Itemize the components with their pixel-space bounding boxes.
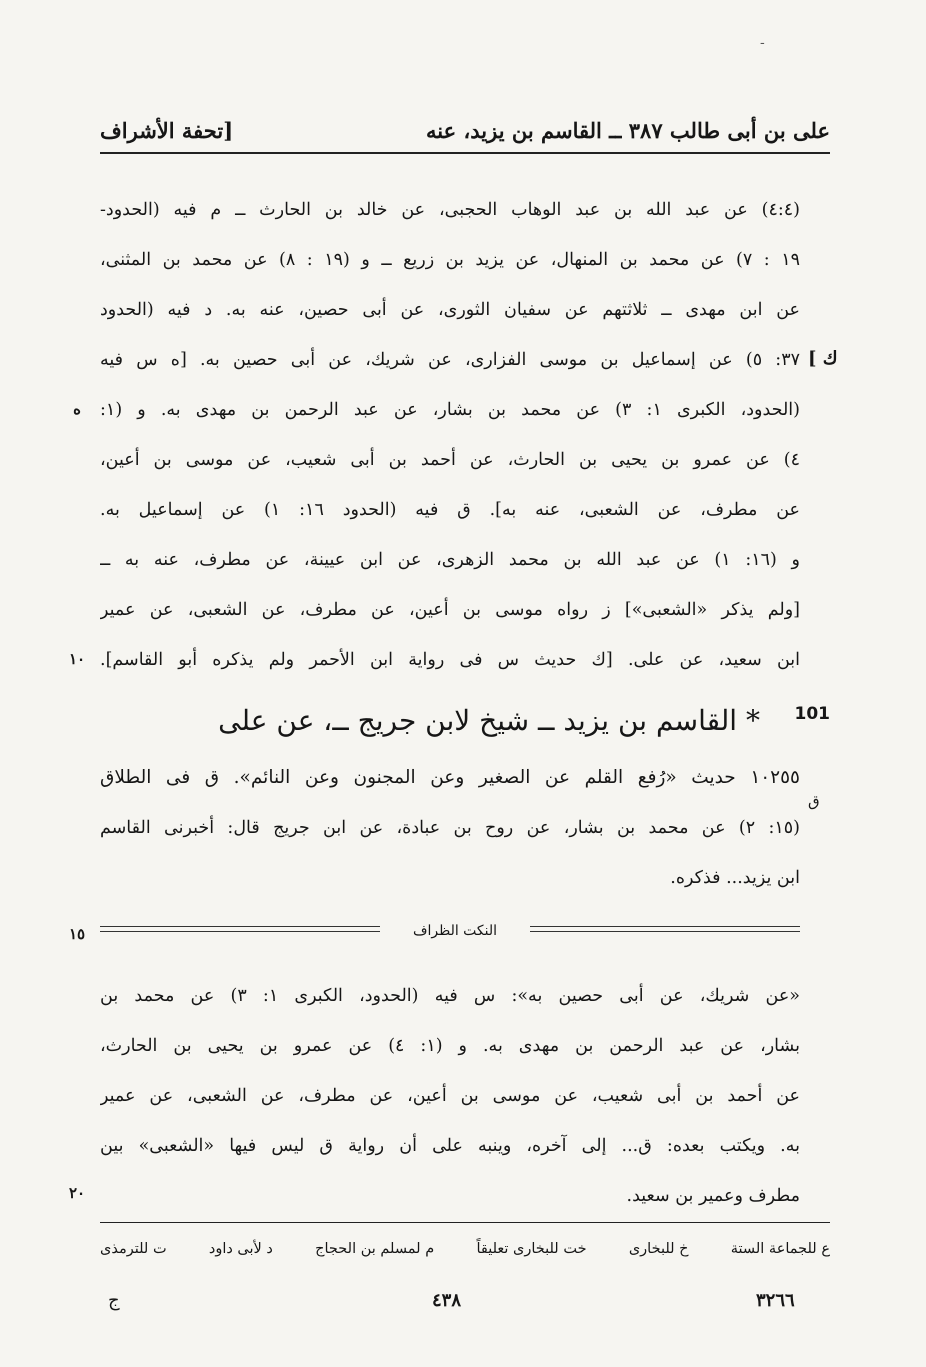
abbrev-item: خ للبخارى — [628, 1241, 689, 1257]
notes-line: بشار، عن عبد الرحمن بن مهدى به. و (١: ٤) عن عمرو بن يحيى بن الحارث، — [100, 1036, 800, 1056]
abbrev-item: د لأبى داود — [208, 1241, 273, 1257]
text-line: ٤) عن عمرو بن يحيى بن الحارث، عن أحمد بن أبى شعيب، عن موسى بن أعين، — [100, 450, 800, 470]
running-header — [100, 110, 830, 150]
section-heading — [80, 696, 830, 746]
header-rule — [100, 152, 830, 154]
hadith-line: ١٠٢٥٥ حديث «رُفع القلم عن الصغير وعن المجنون وعن النائم». ق فى الطلاق — [100, 767, 800, 788]
hadith-line: ابن يزيد... فذكره. — [670, 868, 800, 888]
margin-bracket: [ ك — [808, 348, 838, 369]
volume-page-number: ٣٢٦٦ — [756, 1290, 795, 1311]
notes-line: مطرف وعمير بن سعيد. — [626, 1186, 800, 1206]
notes-line: عن أحمد بن أبى شعيب، عن موسى بن أعين، عن مطرف، عن الشعبى، عن عمير — [100, 1086, 800, 1106]
text-line: عن مطرف، عن الشعبى، عنه به]. ق فيه (الحدود ١٦: ١) عن إسماعيل به. — [100, 500, 800, 520]
margin-line-number: ه — [73, 400, 81, 418]
text-line: [ولم يذكر «الشعبى»] ز رواه موسى بن أعين، عن مطرف، عن الشعبى، عن عمير — [100, 600, 800, 620]
margin-siglum: ق — [808, 792, 820, 810]
notes-line: «عن شريك، عن أبى حصين به»: س فيه (الحدود، الكبرى ١: ٣) عن محمد بن — [100, 986, 800, 1006]
header-left: [تحفة الأشراف — [100, 117, 234, 143]
text-line: ١٩ : ٧) عن محمد بن المنهال، عن يزيد بن زريع ــ و (١٩ : ٨) عن محمد بن المثنى، — [100, 250, 800, 270]
abbrev-item: خت للبخارى تعليقاً — [476, 1241, 587, 1257]
page-number: ٤٣٨ — [432, 1290, 462, 1311]
notes-line: به. ويكتب بعده: ق... إلى آخره، وينبه على أن رواية ق ليس فيها «الشعبى» بين — [100, 1136, 800, 1156]
text-line: (٤:٤) عن عبد الله بن عبد الوهاب الحجبى، عن خالد بن الحارث ــ م فيه (الحدود- — [100, 200, 800, 220]
margin-line-number: ١٥ — [68, 925, 86, 943]
abbrev-item: م لمسلم بن الحجاج — [315, 1241, 435, 1257]
notes-label: النكت الظراف — [380, 920, 530, 942]
section-title: * القاسم بن يزيد ــ شيخ لابن جريج ــ، عن على — [218, 704, 760, 737]
text-line: و (١٦: ١) عن عبد الله بن محمد الزهرى، عن ابن عيينة، عن مطرف، عنه به ــ — [100, 550, 800, 570]
text-line: عن ابن مهدى ــ ثلاثتهم عن سفيان الثورى، عن أبى حصين، عنه به. د فيه (الحدود — [100, 300, 800, 320]
hadith-line: (١٥: ٢) عن محمد بن بشار، عن روح بن عبادة، عن ابن جريج قال: أخبرنى القاسم — [100, 818, 800, 838]
stray-mark: - — [760, 35, 765, 51]
footer-rule — [100, 1222, 830, 1223]
notes-divider — [100, 920, 800, 944]
margin-line-number: ٢٠ — [68, 1184, 86, 1202]
text-line: (الحدود، الكبرى ١: ٣) عن محمد بن بشار، عن عبد الرحمن بن مهدى به. و (١: — [100, 400, 800, 420]
section-number: 101 — [794, 704, 830, 724]
signature-mark: ج — [108, 1290, 120, 1311]
abbrev-item: ت للترمذى — [100, 1241, 167, 1257]
text-line: ابن سعيد، عن على. [ك حديث س فى رواية ابن الأحمر ولم يذكره أبو القاسم]. — [100, 650, 800, 670]
margin-line-number: ١٠ — [68, 650, 86, 668]
abbrev-item: ع للجماعة الستة — [730, 1241, 830, 1257]
header-right: على بن أبى طالب ٣٨٧ ــ القاسم بن يزيد، عنه — [426, 117, 830, 143]
text-line: ٣٧: ٥) عن إسماعيل بن موسى الفزارى، عن شريك، عن أبى حصين به. [ه س فيه — [100, 350, 800, 370]
abbreviations-key — [100, 1234, 830, 1264]
